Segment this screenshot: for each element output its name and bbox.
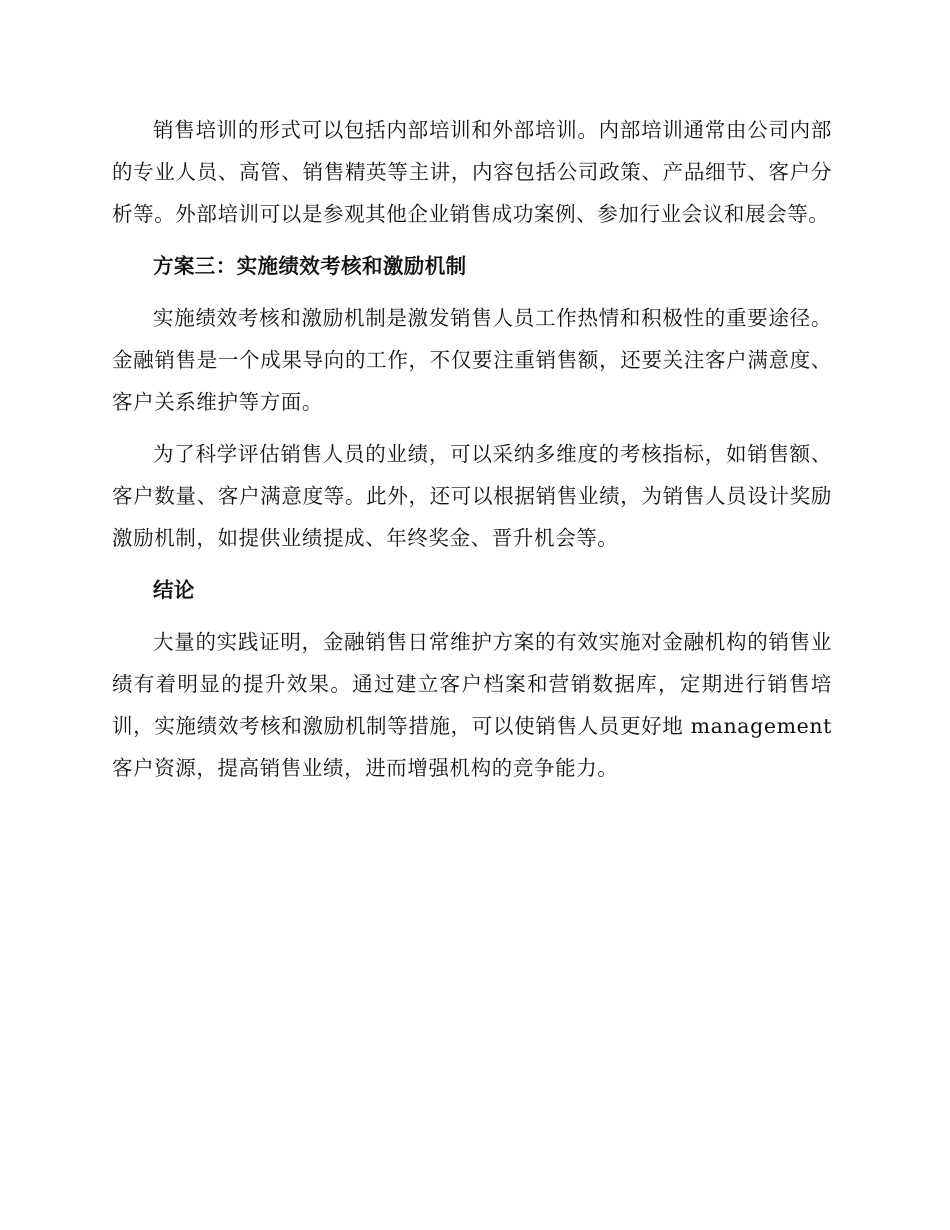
section-heading-conclusion: 结论 <box>153 578 195 602</box>
paragraph-performance-incentive: 实施绩效考核和激励机制是激发销售人员工作热情和积极性的重要途径。金融销售是一个成果导向的工作，不仅要注重销售额，还要关注客户满意度、客户关系维护等方面。 <box>112 306 832 414</box>
paragraph-sales-training-forms: 销售培训的形式可以包括内部培训和外部培训。内部培训通常由公司内部的专业人员、高管、销售精英等主讲，内容包括公司政策、产品细节、客户分析等。外部培训可以是参观其他企业销售成功案例、参加行业会议和展会等。 <box>112 118 832 226</box>
section-heading-plan-three: 方案三：实施绩效考核和激励机制 <box>153 254 467 278</box>
paragraph-conclusion: 大量的实践证明，金融销售日常维护方案的有效实施对金融机构的销售业绩有着明显的提升效果。通过建立客户档案和营销数据库，定期进行销售培训，实施绩效考核和激励机制等措施，可以使销售人员更好地 management 客户资源，提高销售业绩，进而增强机构的竞争能力。 <box>112 630 832 780</box>
paragraph-evaluation-metrics: 为了科学评估销售人员的业绩，可以采纳多维度的考核指标，如销售额、客户数量、客户满意度等。此外，还可以根据销售业绩，为销售人员设计奖励激励机制，如提供业绩提成、年终奖金、晋升机会等。 <box>112 442 832 550</box>
